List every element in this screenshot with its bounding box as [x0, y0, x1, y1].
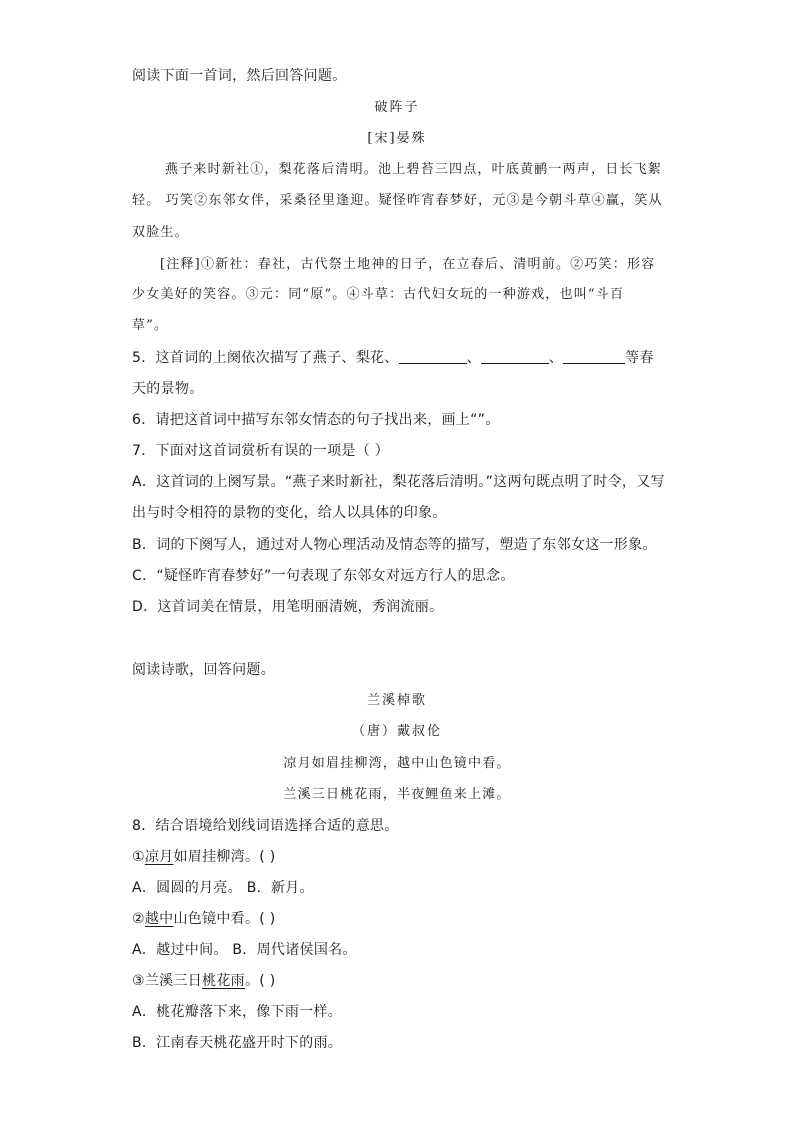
underlined-word: 桃花雨	[202, 973, 245, 989]
question-8-item-3: ③兰溪三日桃花雨。( )	[132, 973, 276, 989]
underlined-word: 凉月	[144, 849, 174, 865]
answer-blank-1[interactable]	[399, 349, 467, 364]
poem1-note-3: 草”。	[132, 318, 169, 333]
question-7-option-d: D．这首词美在情景，用笔明丽清婉，秀润流丽。	[132, 599, 444, 615]
question-8-item-3-option-b: B．江南春天桃花盛开时下的雨。	[132, 1035, 343, 1051]
poem1-line-1: 燕子来时新社①，梨花落后清明。池上碧苔三四点，叶底黄鹂一两声，日长飞絮	[165, 162, 663, 177]
question-8-item-1: ①凉月如眉挂柳湾。( )	[132, 849, 276, 865]
poem2-title: 兰溪棹歌	[366, 693, 427, 708]
poem1-note-1: [注释]①新社：春社，古代祭土地神的日子，在立春后、清明前。②巧笑：形容	[160, 257, 656, 272]
question-7-option-b: B．词的下阕写人，通过对人物心理活动及情态等的描写，塑造了东邻女这一形象。	[132, 537, 657, 553]
question-8-item-1-options: A．圆圆的月亮。 B．新月。	[132, 880, 314, 896]
question-8-item-3-option-a: A．桃花瓣落下来，像下雨一样。	[132, 1004, 343, 1020]
question-5-line-2: 天的景物。	[132, 381, 204, 397]
section2-intro: 阅读诗歌，回答问题。	[132, 662, 275, 678]
poem1-line-3: 双脸生。	[132, 225, 189, 240]
poem2-author: （唐）戴叔伦	[351, 724, 442, 739]
answer-blank-2[interactable]	[481, 349, 549, 364]
poem2-line-1: 凉月如眉挂柳湾，越中山色镜中看。	[283, 756, 511, 771]
poem1-author: [宋]晏殊	[367, 131, 427, 146]
section1-intro: 阅读下面一首词，然后回答问题。	[132, 68, 347, 84]
poem1-title: 破阵子	[374, 100, 420, 115]
poem1-note-2: 少女美好的笑容。③元：同“原”。④斗草：古代妇女玩的一种游戏，也叫“斗百	[132, 287, 625, 302]
question-8: 8．结合语境给划线词语选择合适的意思。	[132, 818, 399, 834]
question-7: 7．下面对这首词赏析有误的一项是（ ）	[132, 443, 390, 459]
question-6: 6．请把这首词中描写东邻女情态的句子找出来，画上“”。	[132, 412, 500, 428]
question-8-item-2-options: A．越过中间。 B．周代诸侯国名。	[132, 942, 357, 958]
answer-blank-3[interactable]	[563, 349, 625, 364]
question-7-option-a-line-1: A．这首词的上阕写景。“燕子来时新社，梨花落后清明。”这两句既点明了时令，又写	[132, 474, 665, 490]
underlined-word: 越中	[144, 911, 174, 927]
question-5: 5．这首词的上阕依次描写了燕子、梨花、 、 、 等春	[132, 350, 654, 366]
poem1-line-2: 轻。 巧笑②东邻女伴，采桑径里逢迎。疑怪昨宵春梦好，元③是今朝斗草④赢，笑从	[132, 193, 663, 208]
question-8-item-2: ②越中山色镜中看。( )	[132, 911, 276, 927]
poem2-line-2: 兰溪三日桃花雨，半夜鲤鱼来上滩。	[283, 787, 511, 802]
question-7-option-a-line-2: 出与时令相符的景物的变化，给人以具体的印象。	[132, 505, 447, 521]
question-7-option-c: C．“疑怪昨宵春梦好”一句表现了东邻女对远方行人的思念。	[132, 568, 515, 584]
